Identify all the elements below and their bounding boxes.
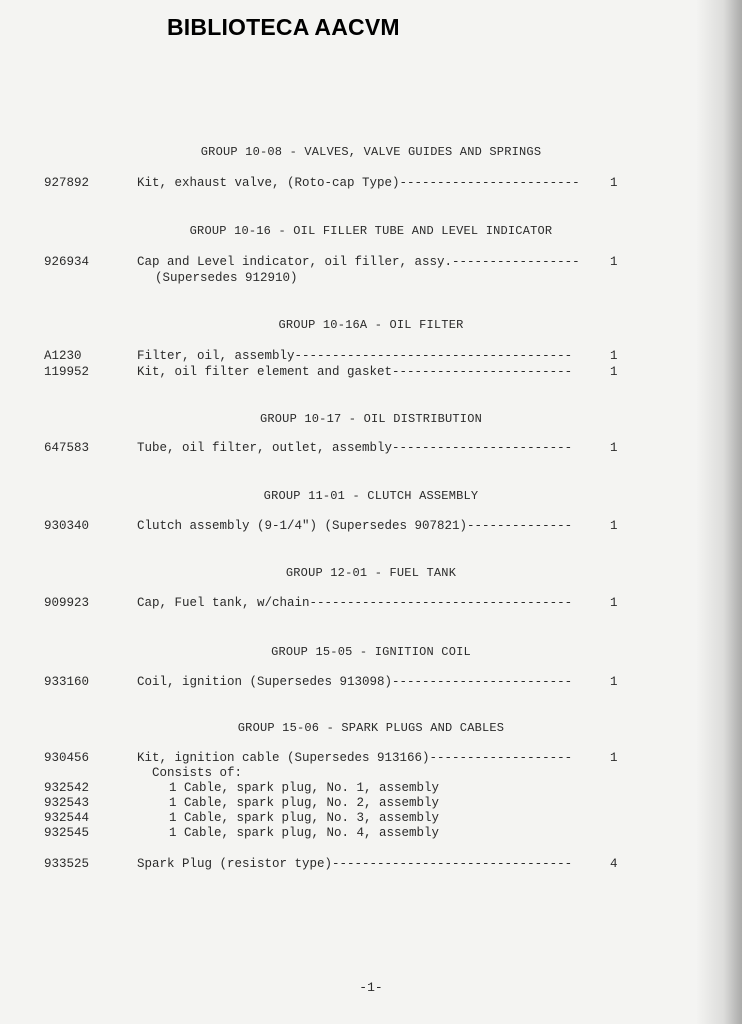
supersedes-note: (Supersedes 912910)	[155, 271, 298, 285]
part-number: 926934	[44, 255, 90, 269]
group-title: GROUP 10-16 - OIL FILLER TUBE AND LEVEL INDICATOR	[189, 224, 553, 238]
part-description: Coil, ignition (Supersedes 913098)------------------------	[137, 675, 573, 689]
part-description: Cap and Level indicator, oil filler, assy.-----------------	[137, 255, 580, 269]
part-number: 933525	[44, 857, 90, 871]
part-number: 909923	[44, 596, 90, 610]
part-quantity: 1	[610, 751, 618, 765]
part-quantity: 1	[610, 349, 618, 363]
group-title: GROUP 12-01 - FUEL TANK	[285, 566, 457, 580]
group-title: GROUP 10-08 - VALVES, VALVE GUIDES AND SPRINGS	[200, 145, 542, 159]
component-row	[0, 796, 742, 812]
part-row	[0, 675, 742, 691]
part-quantity: 4	[610, 857, 618, 871]
part-number: 119952	[44, 365, 90, 379]
part-quantity: 1	[610, 365, 618, 379]
component-description: 1 Cable, spark plug, No. 2, assembly	[169, 796, 440, 810]
part-quantity: 1	[610, 675, 618, 689]
part-number: A1230	[44, 349, 82, 363]
consists-of-label: Consists of:	[152, 766, 243, 780]
component-row	[0, 811, 742, 827]
part-number: 932542	[44, 781, 90, 795]
part-quantity: 1	[610, 441, 618, 455]
part-number: 932543	[44, 796, 90, 810]
part-number: 647583	[44, 441, 90, 455]
part-number: 932544	[44, 811, 90, 825]
part-number: 933160	[44, 675, 90, 689]
component-description: 1 Cable, spark plug, No. 4, assembly	[169, 826, 440, 840]
part-description: Cap, Fuel tank, w/chain-----------------------------------	[137, 596, 573, 610]
part-row	[0, 176, 742, 192]
part-description: Tube, oil filter, outlet, assembly------------------------	[137, 441, 573, 455]
component-description: 1 Cable, spark plug, No. 1, assembly	[169, 781, 440, 795]
group-title: GROUP 11-01 - CLUTCH ASSEMBLY	[263, 489, 479, 503]
part-description: Spark Plug (resistor type)--------------------------------	[137, 857, 573, 871]
group-title: GROUP 10-17 - OIL DISTRIBUTION	[259, 412, 483, 426]
component-row	[0, 826, 742, 842]
part-quantity: 1	[610, 255, 618, 269]
part-number: 932545	[44, 826, 90, 840]
group-title: GROUP 10-16A - OIL FILTER	[278, 318, 464, 332]
page-number: -1-	[359, 980, 383, 995]
part-row	[0, 519, 742, 535]
component-row	[0, 781, 742, 797]
part-row	[0, 365, 742, 381]
part-quantity: 1	[610, 176, 618, 190]
part-row	[0, 596, 742, 612]
component-description: 1 Cable, spark plug, No. 3, assembly	[169, 811, 440, 825]
group-title: GROUP 15-06 - SPARK PLUGS AND CABLES	[237, 721, 505, 735]
part-quantity: 1	[610, 519, 618, 533]
part-row	[0, 255, 742, 271]
part-row	[0, 857, 742, 873]
part-description: Clutch assembly (9-1/4") (Supersedes 907821)--------------	[137, 519, 573, 533]
library-watermark: BIBLIOTECA AACVM	[167, 14, 400, 40]
part-row	[0, 441, 742, 457]
part-quantity: 1	[610, 596, 618, 610]
part-description: Kit, exhaust valve, (Roto-cap Type)------------------------	[137, 176, 580, 190]
part-number: 930340	[44, 519, 90, 533]
part-row	[0, 349, 742, 365]
part-number: 930456	[44, 751, 90, 765]
part-description: Kit, ignition cable (Supersedes 913166)-------------------	[137, 751, 573, 765]
part-row	[0, 751, 742, 767]
part-number: 927892	[44, 176, 90, 190]
group-title: GROUP 15-05 - IGNITION COIL	[271, 645, 471, 659]
part-description: Filter, oil, assembly-------------------------------------	[137, 349, 573, 363]
part-description: Kit, oil filter element and gasket------------------------	[137, 365, 573, 379]
